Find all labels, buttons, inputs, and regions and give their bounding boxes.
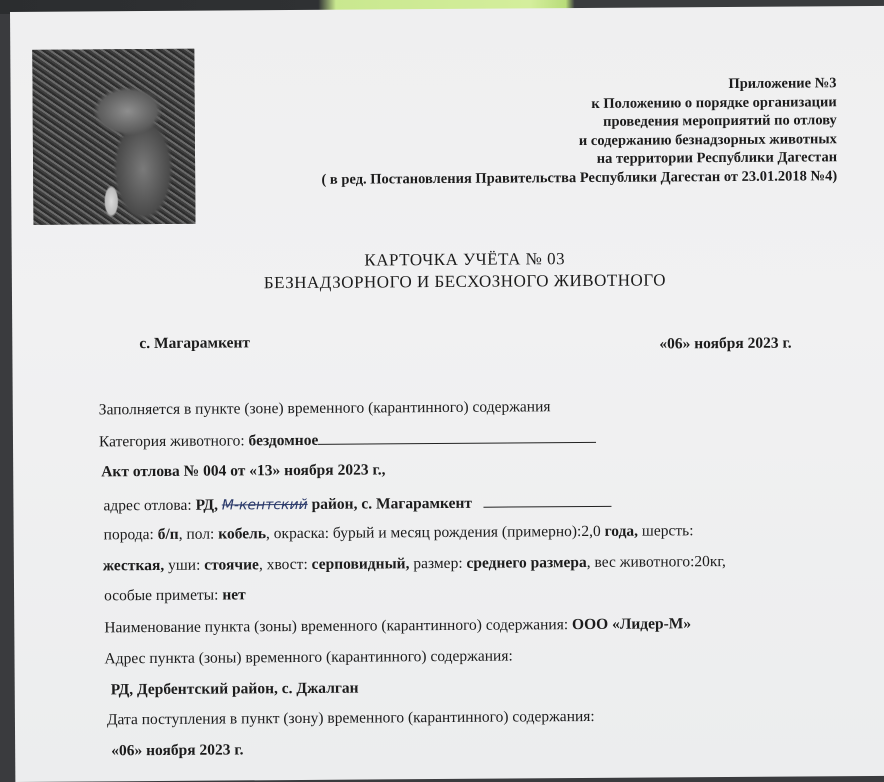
category-line — [99, 428, 596, 451]
appendix-line: Приложение №3 — [728, 75, 837, 92]
coat-label: шерсть: — [637, 522, 694, 540]
breed-label: порода: — [103, 525, 158, 544]
capture-address-line — [103, 492, 612, 516]
address-region-end: район, с. Магарамкент — [307, 494, 473, 513]
ears-label: уши: — [164, 556, 205, 574]
card-subtitle: БЕЗНАДЗОРНОГО И БЕСХОЗНОГО ЖИВОТНОГО — [263, 270, 667, 293]
point-name-line — [104, 615, 691, 637]
category-value: бездомное — [248, 431, 319, 450]
breed-line — [104, 522, 694, 544]
weight-text: , вес животного:20кг, — [586, 553, 726, 571]
appearance-line — [103, 553, 726, 575]
color-text: , окраска: бурый и месяц рождения (примерно):2,0 — [265, 522, 605, 543]
size-label: размер: — [409, 554, 467, 573]
appendix-line: проведения мероприятий по отлову — [603, 112, 837, 130]
dog-photo — [32, 49, 195, 225]
point-address-value: РД, Дербентский район, с. Джалган — [110, 679, 359, 699]
marks-value: нет — [222, 586, 246, 604]
marks-label: особые приметы: — [104, 586, 223, 605]
breed-value: б/п — [157, 525, 179, 543]
point-name-label: Наименование пункта (зоны) временного (карантинного) содержания: — [104, 616, 573, 637]
arrival-value: «06» ноября 2023 г. — [111, 741, 244, 760]
capture-act-line — [101, 461, 385, 481]
capture-act: Акт отлова № 004 от «13» ноября 2023 г., — [101, 461, 386, 481]
appendix-line: ( в ред. Постановления Правительства Республики Дагестан от 23.01.2018 №4) — [321, 167, 838, 188]
appendix-header — [321, 74, 837, 189]
card-title: КАРТОЧКА УЧЁТА № 03 — [364, 249, 566, 270]
point-name-value: ООО «Лидер-М» — [571, 615, 692, 634]
arrival-label: Дата поступления в пункт (зону) временного (карантинного) содержания: — [106, 707, 595, 729]
blank-underline — [484, 492, 612, 508]
blank-underline — [318, 428, 596, 445]
sex-value: кобель — [218, 525, 267, 543]
size-value: среднего размера — [466, 553, 587, 572]
coat-value: жесткая, — [102, 556, 165, 575]
tail-value: серповидный, — [311, 555, 410, 573]
tail-label: , хвост: — [258, 555, 312, 574]
arrival-line — [111, 741, 243, 760]
place: с. Магарамкент — [139, 334, 251, 353]
ears-value: стоячие — [204, 556, 259, 574]
card-date: «06» ноября 2023 г. — [659, 334, 792, 353]
sex-label: , пол: — [178, 525, 219, 543]
category-label: Категория животного: — [98, 432, 249, 451]
appendix-line: и содержанию безнадзорных животных — [578, 130, 837, 149]
address-region-start: РД, — [195, 496, 222, 514]
point-address-label: Адрес пункта (зоны) временного (карантинного) содержания: — [104, 647, 513, 668]
point-address-line — [111, 680, 359, 700]
appendix-line: к Положению о порядке организации — [591, 93, 837, 112]
special-marks-line — [104, 586, 246, 605]
record-card-page — [10, 6, 884, 782]
appendix-line: на территории Республики Дагестан — [596, 149, 838, 167]
handwritten-district: М-кентский — [221, 496, 308, 514]
address-label: адрес отлова: — [103, 496, 196, 515]
filled-at-line: Заполняется в пункте (зоне) временного (карантинного) содержания — [98, 398, 551, 419]
years-value: года, — [604, 522, 639, 540]
